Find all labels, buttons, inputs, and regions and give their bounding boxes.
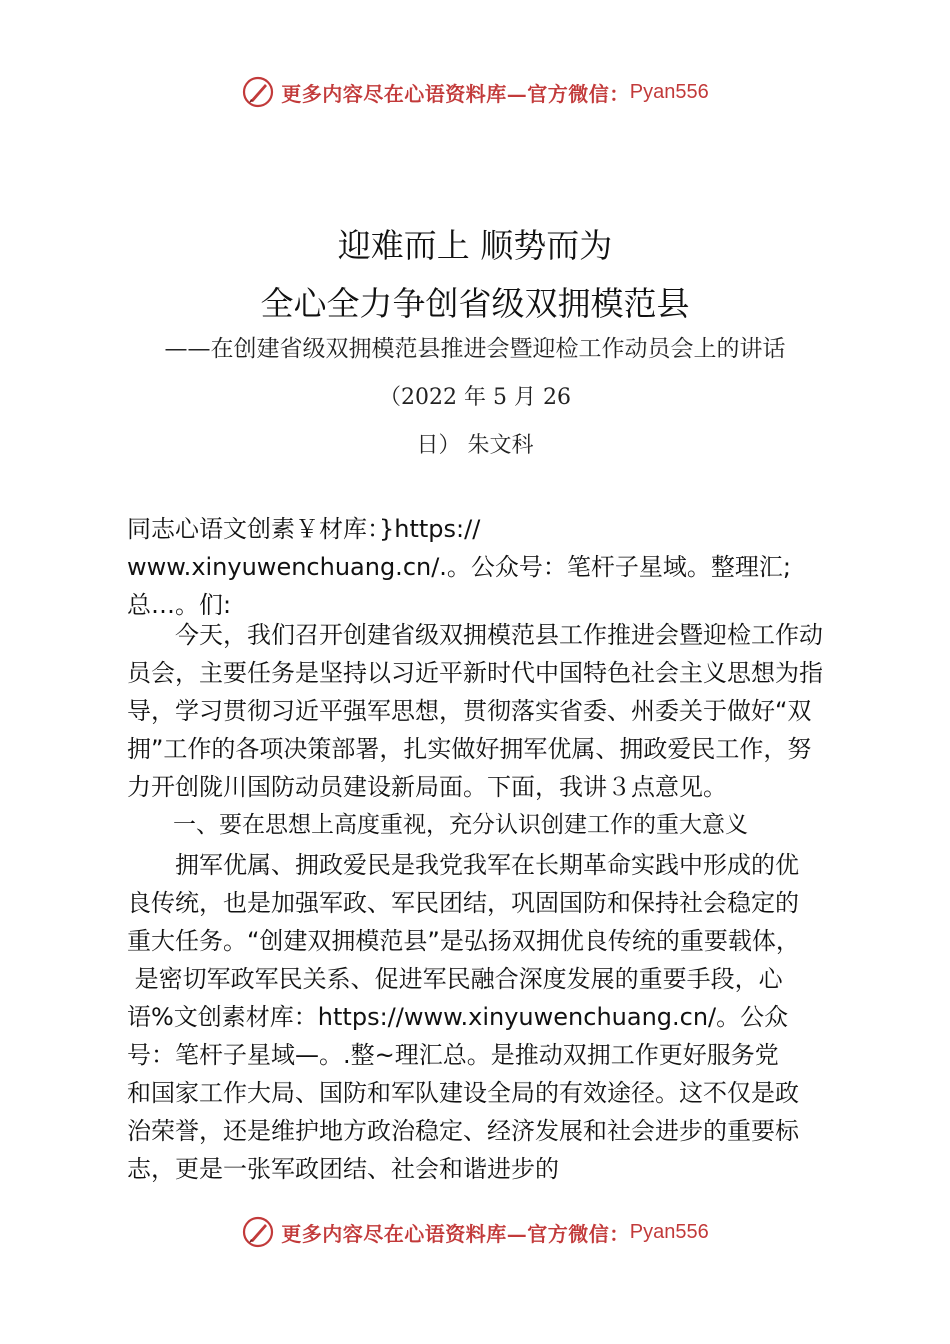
paragraph-intro	[127, 616, 847, 806]
paragraph-line: 治荣誉，还是维护地方政治稳定、经济发展和社会进步的重要标	[127, 1117, 799, 1145]
paragraph-line: 是密切军政军民关系、促进军民融合深度发展的重要手段，心	[127, 965, 783, 993]
quill-logo-icon	[241, 1215, 275, 1249]
quill-logo-icon	[241, 75, 275, 109]
salutation-line: 同志心语文创素￥材库：}https://	[127, 515, 481, 543]
salutation-line: 总…。们:	[127, 591, 232, 619]
watermark-text: 更多内容尽在心语资料库—官方微信：	[281, 81, 630, 106]
salutation	[127, 510, 847, 624]
paragraph-line: 重大任务。“创建双拥模范县”是弘扬双拥优良传统的重要载体，	[127, 927, 800, 955]
paragraph-line: 拥”工作的各项决策部署，扎实做好拥军优属、拥政爱民工作，努	[127, 735, 812, 763]
salutation-line: www.xinyuwenchuang.cn/.。公众号：笔杆子星域。整理汇;	[127, 553, 792, 581]
paragraph-line: 号：笔杆子星域—。.整~理汇总。是推动双拥工作更好服务党	[127, 1041, 779, 1069]
section-heading-1	[127, 806, 847, 844]
date-line-1: （2022 年 5 月 26	[379, 385, 571, 410]
watermark-handle: Pyan556	[629, 1220, 709, 1243]
date-author-line: 日） 朱文科	[416, 433, 534, 458]
footer-watermark	[0, 1212, 950, 1252]
header-watermark	[0, 72, 950, 112]
paragraph-line: 志，更是一张军政团结、社会和谐进步的	[127, 1155, 559, 1183]
paragraph-line: 良传统，也是加强军政、军民团结，巩固国防和保持社会稳定的	[127, 889, 799, 917]
document-subtitle: ——在创建省级双拥模范县推进会暨迎检工作动员会上的讲话	[164, 336, 786, 362]
watermark-text: 更多内容尽在心语资料库—官方微信：	[281, 1221, 630, 1246]
watermark-handle: Pyan556	[629, 80, 709, 103]
document-title-line-1: 迎难而上 顺势而为	[337, 226, 613, 265]
paragraph-significance	[127, 846, 847, 1188]
paragraph-line: 导，学习贯彻习近平强军思想，贯彻落实省委、州委关于做好“双	[127, 697, 812, 725]
paragraph-line: 员会，主要任务是坚持以习近平新时代中国特色社会主义思想为指	[127, 659, 823, 687]
paragraph-line: 拥军优属、拥政爱民是我党我军在长期革命实践中形成的优	[127, 851, 799, 879]
paragraph-line: 语%文创素材库：https://www.xinyuwenchuang.cn/。公众	[127, 1003, 789, 1031]
paragraph-line: 今天，我们召开创建省级双拥模范县工作推进会暨迎检工作动	[127, 621, 823, 649]
document-title-line-2: 全心全力争创省级双拥模范县	[260, 284, 690, 323]
paragraph-line: 力开创陇川国防动员建设新局面。下面，我讲３点意见。	[127, 773, 727, 801]
paragraph-line: 和国家工作大局、国防和军队建设全局的有效途径。这不仅是政	[127, 1079, 799, 1107]
heading-text: 一、要在思想上高度重视，充分认识创建工作的重大意义	[127, 812, 748, 838]
